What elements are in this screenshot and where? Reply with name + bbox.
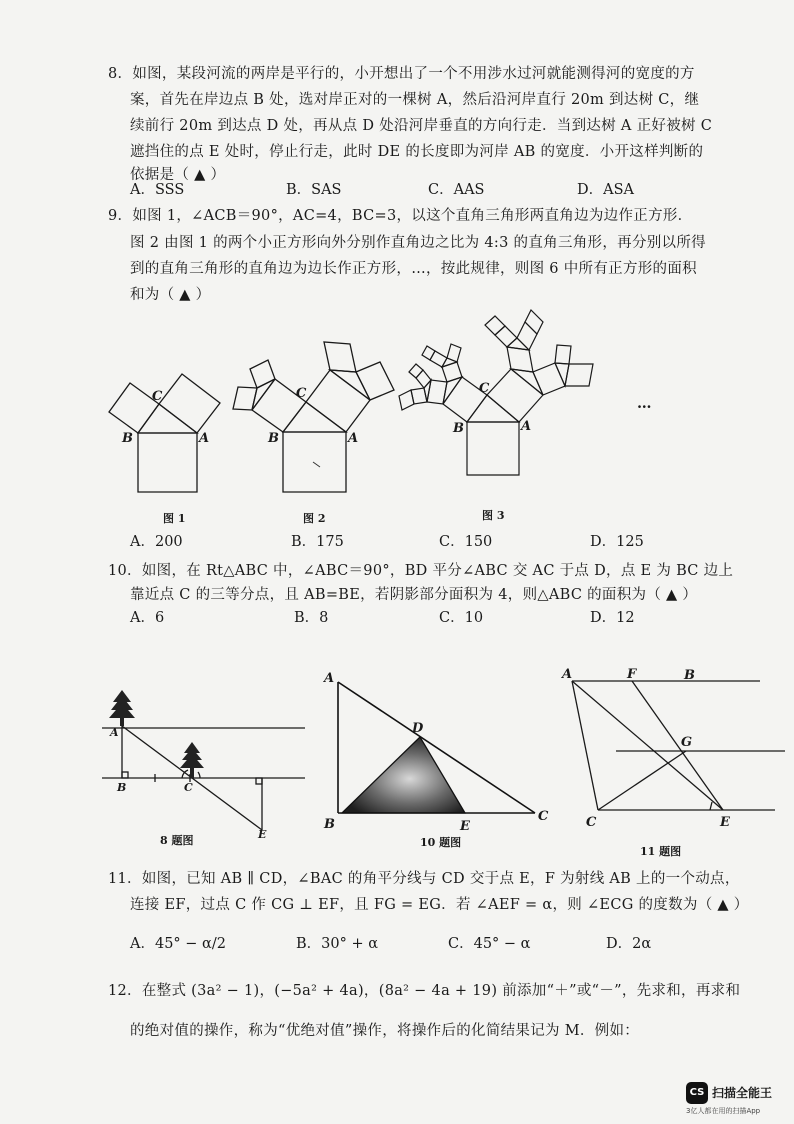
q11-figure [560,668,790,838]
q11-line: 11．如图，已知 AB ∥ CD，∠BAC 的角平分线与 CD 交于点 E，F 为射线 AB 上的一个动点， [108,871,740,887]
q9-line: 和为（ ▲ ） [130,287,211,303]
q9-caption-fig2: 图 2 [303,512,326,525]
scanner-watermark [686,1080,782,1116]
q8-option-c: C．AAS [428,182,485,198]
q9-figure-3 [395,300,610,480]
watermark-name: 扫描全能王 [712,1086,773,1100]
label-b: B [122,431,133,446]
camscanner-logo-icon: CS [686,1082,708,1104]
q9-figure-1 [100,360,230,500]
label-c: C [296,386,307,401]
q10-option-d: D．12 [590,610,635,626]
q9-line: 到的直角三角形的直角边为边长作正方形，…，按此规律，则图 6 中所有正方形的面积 [130,261,697,277]
q10-option-b: B．8 [294,610,329,626]
q10-line: 10．如图，在 Rt△ABC 中，∠ABC＝90°，BD 平分∠ABC 交 AC 于点 D，点 E 为 BC 边上 [108,563,734,579]
label-b: B [268,431,279,446]
q9-option-b: B．175 [291,534,344,550]
fig11-caption: 11 题图 [640,845,682,858]
label-b: B [453,421,464,436]
q11-option-c: C．45° − α [448,936,531,952]
q8-line: 遮挡住的点 E 处时，停止行走，此时 DE 的长度即为河岸 AB 的宽度．小开这样判断的 [130,144,704,160]
q8-option-d: D．ASA [577,182,635,198]
q9-line: 9．如图 1，∠ACB＝90°，AC=4，BC=3，以这个直角三角形两直角边为边作正方形． [108,208,693,224]
label-e: E [258,828,267,841]
label-a: A [562,667,573,682]
label-e: E [720,815,730,830]
label-f: F [627,667,637,682]
q9-ellipsis: … [637,395,652,412]
q11-option-a: A．45° − α/2 [130,936,226,952]
q9-option-d: D．125 [590,534,644,550]
q12-line: 的绝对值的操作，称为“优绝对值”操作，将操作后的化简结果记为 M．例如： [130,1023,640,1039]
label-d: D [412,721,424,736]
q9-option-a: A．200 [130,534,183,550]
label-c: C [184,781,193,794]
q8-figure [100,686,310,846]
q10-option-a: A．6 [130,610,165,626]
q8-line: 续前行 20m 到达点 D 处，再从点 D 处沿河岸垂直的方向行走．当到达树 A 正好被树 C [130,118,713,134]
q11-line: 连接 EF，过点 C 作 CG ⊥ EF，且 FG = EG．若 ∠AEF = α，则 ∠ECG 的度数为（ ▲ ） [130,897,749,913]
tree-a-icon [109,690,135,726]
q12-line: 12．在整式 (3a² − 1)，(−5a² + 4a)，(8a² − 4a + 19) 前添加“＋”或“－”，先求和，再求和 [108,983,741,999]
q8-option-a: A．SSS [130,182,185,198]
q9-option-c: C．150 [439,534,493,550]
label-a: A [521,419,532,434]
label-c: C [479,381,490,396]
q10-figure [320,670,560,840]
label-a: A [348,431,359,446]
q8-option-b: B．SAS [286,182,342,198]
q8-line: 8．如图，某段河流的两岸是平行的，小开想出了一个不用涉水过河就能测得河的宽度的方 [108,66,695,82]
q9-figure-2 [228,332,398,502]
label-c: C [586,815,597,830]
q11-option-b: B．30° + α [296,936,379,952]
label-b: B [684,668,695,683]
label-b: B [117,781,127,794]
label-c: C [538,809,549,824]
q10-option-c: C．10 [439,610,484,626]
q8-line: 案，首先在岸边点 B 处，选对岸正对的一棵树 A，然后沿河岸直行 20m 到达树 C，继 [130,92,700,108]
q11-option-d: D．2α [606,936,652,952]
q8-line: 依据是（ ▲ ） [130,167,226,183]
q9-caption-fig3: 图 3 [482,509,505,522]
fig8-caption: 8 题图 [160,834,194,847]
label-g: G [681,735,693,750]
q10-line: 靠近点 C 的三等分点，且 AB=BE，若阴影部分面积为 4，则△ABC 的面积为（ ▲ ） [130,587,698,603]
label-a: A [324,671,335,686]
label-b: B [324,817,335,832]
fig10-caption: 10 题图 [420,836,462,849]
q9-caption-fig1: 图 1 [163,512,186,525]
label-a: A [199,431,210,446]
watermark-subtitle: 3亿人都在用的扫描App [686,1107,761,1115]
label-e: E [460,819,470,834]
label-c: C [152,389,163,404]
q9-line: 图 2 由图 1 的两个小正方形向外分别作直角边之比为 4:3 的直角三角形，再分别以所得 [130,235,706,251]
label-a: A [110,726,119,739]
